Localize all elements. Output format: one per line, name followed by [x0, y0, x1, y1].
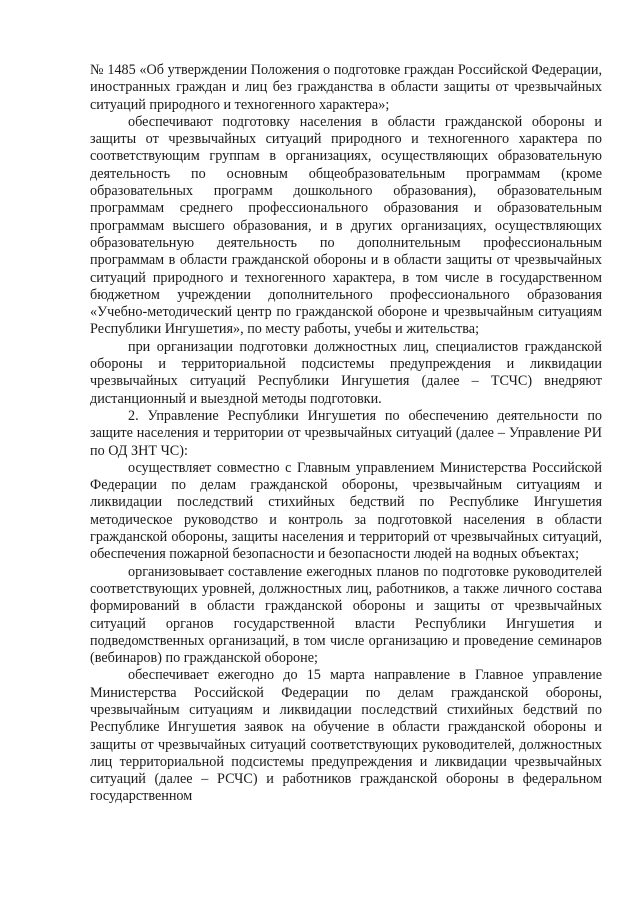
paragraph-methodical-guidance: осуществляет совместно с Главным управлением Министерства Российской Федерации по делам гражданской обороны, чрезвычайным ситуациям и ликвидации последствий стихийных бедствий по Республике Ингушетия методическое руководство и контроль за подготовкой населения в области гражданской обороны, защиты населения и территорий от чрезвычайных ситуаций, обеспечения пожарной безопасности и безопасности людей на водных объектах;	[90, 459, 602, 563]
paragraph-decree-reference: № 1485 «Об утверждении Положения о подготовке граждан Российской Федерации, иностранных граждан и лиц без гражданства в области защиты от чрезвычайных ситуаций природного и техногенного характера»;	[90, 62, 602, 113]
paragraph-remote-methods: при организации подготовки должностных лиц, специалистов гражданской обороны и территориальной подсистемы предупреждения и ликвидации чрезвычайных ситуаций Республики Ингушетия (далее – ТСЧС) внедряют дистанционный и выездной методы подготовки.	[90, 338, 602, 407]
paragraph-section-2-heading: 2. Управление Республики Ингушетия по обеспечению деятельности по защите населения и территории от чрезвычайных ситуаций (далее – Управление РИ по ОД ЗНТ ЧС):	[90, 407, 602, 459]
paragraph-population-training: обеспечивают подготовку населения в области гражданской обороны и защиты от чрезвычайных ситуаций природного и техногенного характера по соответствующим группам в организациях, осуществляющих образовательную деятельность по основным общеобразовательным программам (кроме образовательных программ дошкольного образования), образовательным программам среднего профессионального образования и образовательным программам высшего образования, и в других организациях, осуществляющих образовательную деятельность по дополнительным профессиональным программам в области гражданской обороны и в области защиты от чрезвычайных ситуаций природного и техногенного характера, в том числе в государственном бюджетном учреждении дополнительного профессионального образования «Учебно-методический центр по гражданской обороне и чрезвычайным ситуациям Республики Ингушетия», по месту работы, учебы и жительства;	[90, 113, 602, 338]
document-page	[90, 62, 602, 806]
paragraph-annual-plans: организовывает составление ежегодных планов по подготовке руководителей соответствующих уровней, должностных лиц, работников, а также личного состава формирований в области гражданской обороны и защиты от чрезвычайных ситуаций органов государственной власти Республики Ингушетия и подведомственных организаций, в том числе организацию и проведение семинаров (вебинаров) по гражданской обороне;	[90, 563, 602, 667]
paragraph-training-requests: обеспечивает ежегодно до 15 марта направление в Главное управление Министерства Российской Федерации по делам гражданской обороны, чрезвычайным ситуациям и ликвидации последствий стихийных бедствий по Республике Ингушетия заявок на обучение в области гражданской обороны и защиты от чрезвычайных ситуаций соответствующих руководителей, должностных лиц территориальной подсистемы предупреждения и ликвидации чрезвычайных ситуаций (далее – РСЧС) и работников гражданской обороны в федеральном государственном	[90, 667, 602, 805]
